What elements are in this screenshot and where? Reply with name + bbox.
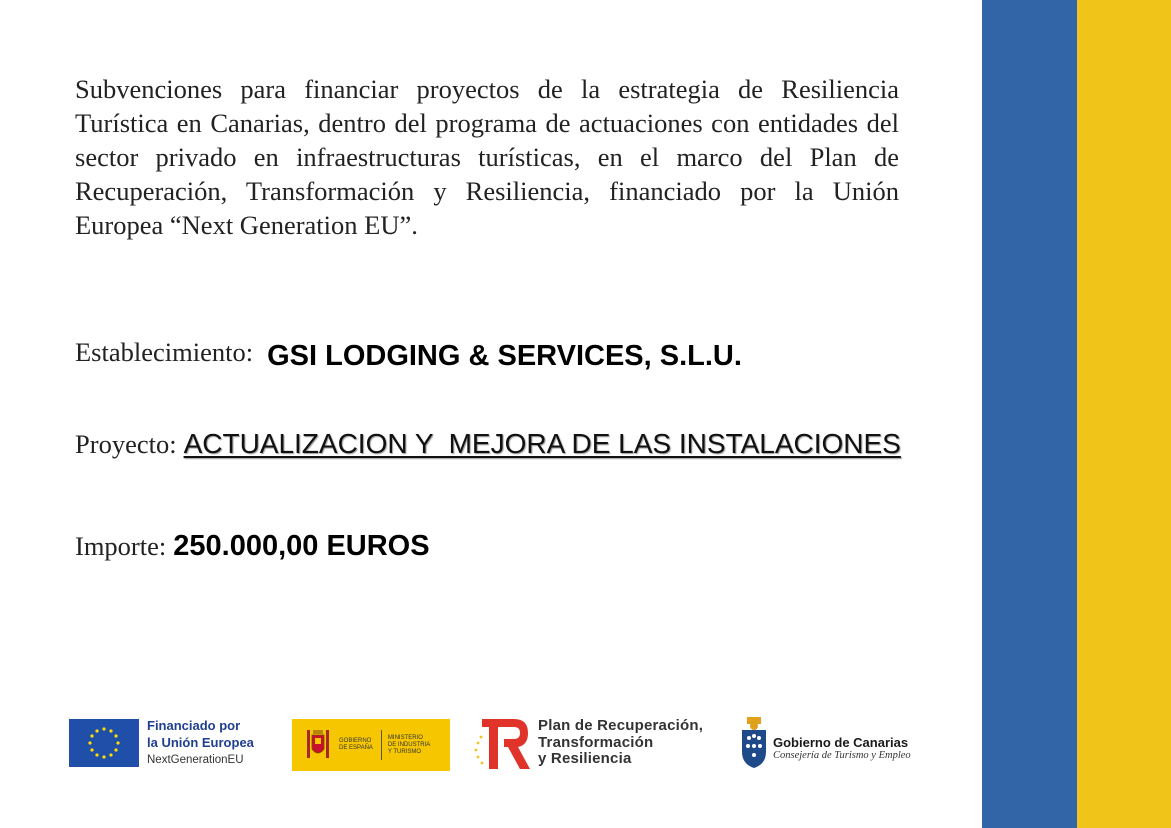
proyecto-label: Proyecto: <box>75 429 177 459</box>
proyecto-value: ACTUALIZACION Y MEJORA DE LAS INSTALACIONES <box>183 428 901 459</box>
eu-logo-text <box>147 717 254 769</box>
gobierno-line2: DE ESPAÑA <box>339 745 373 751</box>
spain-coat-of-arms-icon <box>303 727 333 763</box>
ministerio-line2: DE INDUSTRIA <box>387 741 431 748</box>
gobierno-right-text <box>388 735 430 756</box>
eu-line1: Financiado por <box>147 718 241 733</box>
intro-paragraph: Subvenciones para financiar proyectos de la estrategia de Resiliencia Turística en Canarias, dentro del programa de actuaciones con entidades del sector privado en infraestructuras turísticas, en el marco del Plan de Recuperación, Transformación y Resiliencia, financiado por la Unión Europea “Next Generation EU”. <box>75 74 899 240</box>
ministerio-line3: Y TURISMO <box>387 748 422 755</box>
establecimiento-row <box>75 336 742 372</box>
canarias-line2: Consejería de Turismo y Empleo <box>773 750 911 761</box>
plan-line3: y Resiliencia <box>538 750 632 767</box>
establecimiento-label: Establecimiento: <box>75 337 254 367</box>
importe-label: Importe: <box>75 531 167 561</box>
plan-text <box>538 718 703 768</box>
proyecto-row <box>75 428 901 460</box>
ministerio-line1: MINISTERIO <box>387 734 423 741</box>
eu-line2: la Unión Europea <box>147 735 254 750</box>
establecimiento-value: GSI LODGING & SERVICES, S.L.U. <box>267 340 742 372</box>
gobierno-divider <box>381 730 382 760</box>
blue-stripe <box>982 0 1077 828</box>
gobierno-espana-logo <box>292 719 450 771</box>
importe-value: 250.000,00 EUROS <box>173 530 430 562</box>
gobierno-line1: GOBIERNO <box>339 738 372 744</box>
importe-row <box>75 530 430 563</box>
eu-line3: NextGenerationEU <box>147 754 244 766</box>
plan-line1: Plan de Recuperación, <box>538 717 704 734</box>
canarias-text <box>773 735 911 761</box>
gobierno-left-text <box>339 738 373 752</box>
canarias-line1: Gobierno de Canarias <box>773 735 909 750</box>
eu-flag-icon <box>69 719 139 767</box>
yellow-stripe <box>1077 0 1171 828</box>
plan-line2: Transformación <box>538 733 654 751</box>
prtr-logo-icon <box>472 717 534 771</box>
canarias-shield-icon <box>740 716 768 770</box>
